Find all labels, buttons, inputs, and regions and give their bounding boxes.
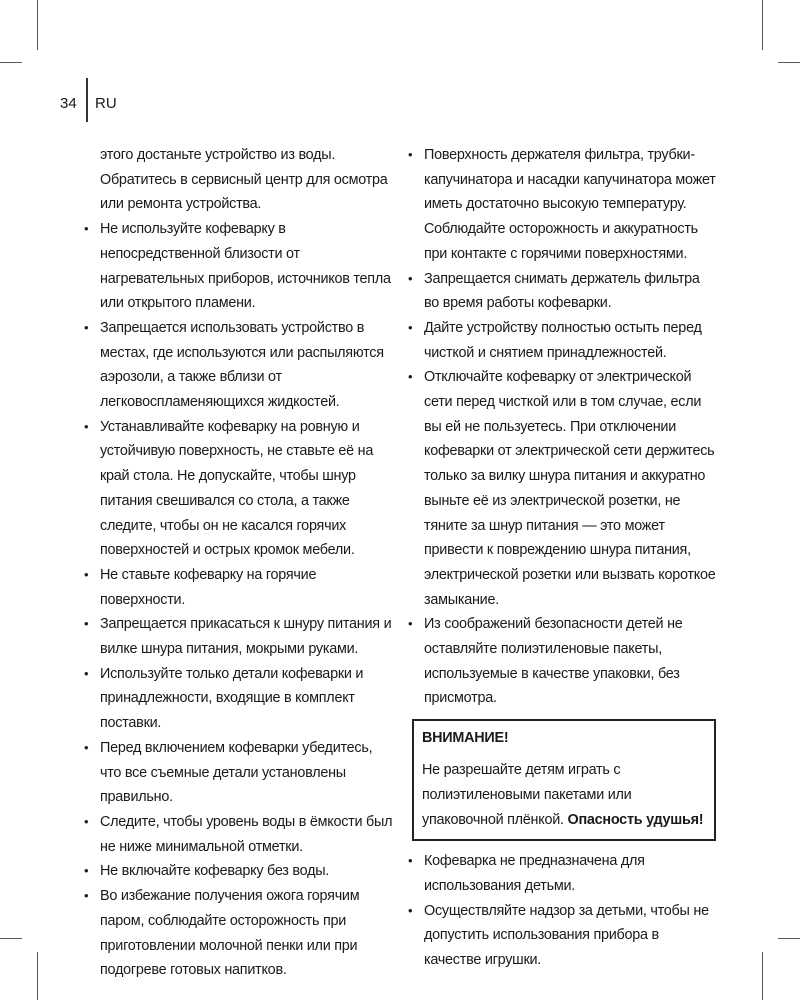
warning-body: Не разрешайте детям играть с полиэтиленовыми пакетами или упаковочной плёнкой. <box>422 762 632 828</box>
bullet-list <box>82 217 394 983</box>
crop-mark <box>778 938 800 939</box>
bullet-list <box>406 143 716 711</box>
crop-mark <box>0 62 22 63</box>
crop-mark <box>37 0 38 50</box>
crop-mark <box>0 938 22 939</box>
list-item: • Запрещается прикасаться к шнуру питания и вилке шнура питания, мокрыми руками. <box>82 612 394 661</box>
list-item: • Перед включением кофеварки убедитесь, что все съемные детали установлены правильно. <box>82 736 394 810</box>
header-divider <box>86 78 88 122</box>
bullet-list <box>406 849 716 973</box>
warning-box <box>412 719 716 841</box>
list-item: • Из соображений безопасности детей не оставляйте полиэтиленовые пакеты, используемые в качестве упаковки, без присмотра. <box>406 612 716 711</box>
page-number: 34 <box>60 95 77 112</box>
list-item: • Кофеварка не предназначена для использования детьми. <box>406 849 716 898</box>
list-item: • Осуществляйте надзор за детьми, чтобы не допустить использования прибора в качестве игрушки. <box>406 899 716 973</box>
list-item: • Не включайте кофеварку без воды. <box>82 859 394 884</box>
list-item: • Запрещается снимать держатель фильтра во время работы кофеварки. <box>406 267 716 316</box>
list-item: • Не ставьте кофеварку на горячие поверхности. <box>82 563 394 612</box>
list-item: • Не используйте кофеварку в непосредственной близости от нагревательных приборов, источников тепла или открытого пламени. <box>82 217 394 316</box>
crop-mark <box>37 952 38 1000</box>
list-item: • Следите, чтобы уровень воды в ёмкости был не ниже минимальной отметки. <box>82 810 394 859</box>
language-code: RU <box>95 95 117 112</box>
list-item: • Запрещается использовать устройство в местах, где используются или распыляются аэрозоли, а также вблизи от легковоспламеняющихся жидкостей. <box>82 316 394 415</box>
right-column <box>406 143 716 973</box>
list-item: • Дайте устройству полностью остыть перед чисткой и снятием принадлежностей. <box>406 316 716 365</box>
left-column <box>82 143 394 983</box>
list-item: • Используйте только детали кофеварки и принадлежности, входящие в комплект поставки. <box>82 662 394 736</box>
list-item: • Устанавливайте кофеварку на ровную и устойчивую поверхность, не ставьте её на край стола. Не допускайте, чтобы шнур питания свешивался со стола, а также следите, чтобы он не касался горячих поверхностей и острых кромок мебели. <box>82 415 394 563</box>
warning-text <box>422 758 706 832</box>
list-item: • Поверхность держателя фильтра, трубки-капучинатора и насадки капучинатора может иметь достаточно высокую температуру. Соблюдайте осторожность и аккуратность при контакте с горячими поверхностями. <box>406 143 716 267</box>
crop-mark <box>762 952 763 1000</box>
continuation-text: этого достаньте устройство из воды. Обратитесь в сервисный центр для осмотра или ремонта устройства. <box>100 147 388 213</box>
list-item: • Отключайте кофеварку от электрической сети перед чисткой или в том случае, если вы ей не пользуетесь. При отключении кофеварки от электрической сети держитесь только за вилку шнура питания и аккуратно выньте её из электрической розетки, не тяните за шнур питания — это может привести к повреждению шнура питания, электрической розетки или вызвать короткое замыкание. <box>406 365 716 612</box>
crop-mark <box>762 0 763 50</box>
warning-emphasis: Опасность удушья! <box>567 811 704 828</box>
list-item: • Во избежание получения ожога горячим паром, соблюдайте осторожность при приготовлении молочной пенки или при подогреве готовых напитков. <box>82 884 394 983</box>
crop-mark <box>778 62 800 63</box>
warning-title: ВНИМАНИЕ! <box>422 730 509 747</box>
